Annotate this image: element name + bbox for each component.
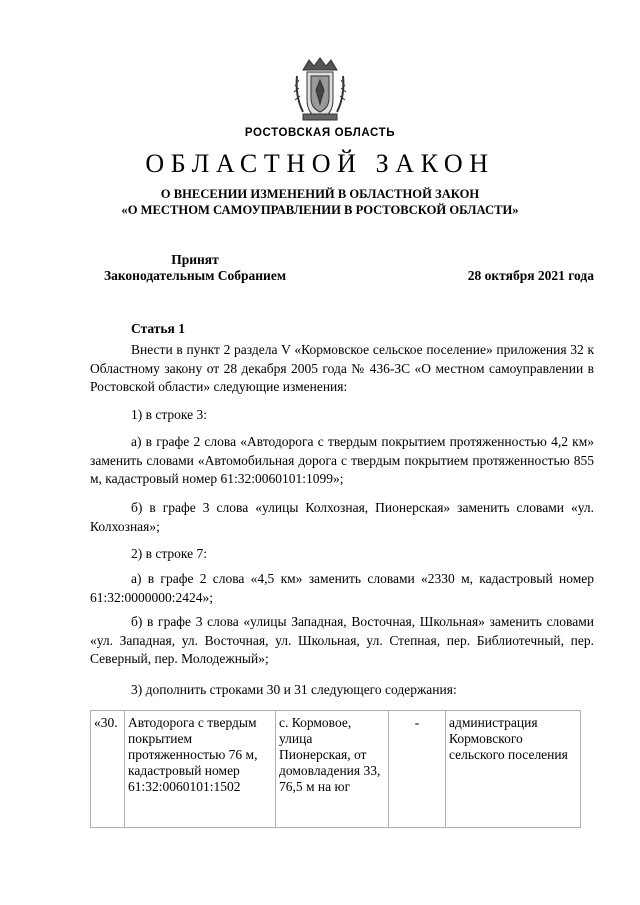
holder-cell: администрация Кормовского сельского поселения	[446, 711, 581, 828]
object-cell: Автодорога с твердым покрытием протяженностью 76 м, кадастровый номер 61:32:0060101:1502	[125, 711, 276, 828]
adoption-date: 28 октября 2021 года	[467, 268, 594, 283]
region-name: РОСТОВСКАЯ ОБЛАСТЬ	[244, 127, 396, 139]
article-paragraph: б) в графе 3 слова «улицы Колхозная, Пионерская» заменить словами «ул. Колхозная»;	[90, 500, 594, 534]
table-row	[91, 711, 581, 828]
article-heading: Статья 1	[131, 321, 185, 336]
article-paragraph: а) в графе 2 слова «Автодорога с твердым покрытием протяженностью 4,2 км» заменить словами «Автомобильная дорога с твердым покрытием протяженностью 855 м, кадастровый номер 61:32:0060101:1099»;	[90, 434, 594, 486]
article-paragraph: а) в графе 2 слова «4,5 км» заменить словами «2330 м, кадастровый номер 61:32:0000000:2424»;	[90, 571, 594, 605]
adoption-label-line-2: Законодательным Собранием	[103, 268, 287, 283]
row-number-cell: «30.	[91, 711, 125, 828]
article-paragraph: 1) в строке 3:	[131, 407, 208, 422]
dash-cell: -	[389, 711, 446, 828]
document-type: ОБЛАСТНОЙ ЗАКОН	[145, 149, 495, 178]
article-paragraph: Внести в пункт 2 раздела V «Кормовское сельское поселение» приложения 32 к Областному закону от 28 декабря 2005 года № 436-ЗС «О местном самоуправлении в Ростовской области» следующие изменения:	[90, 342, 594, 394]
adoption-label	[90, 252, 300, 284]
coat-of-arms-icon	[293, 56, 347, 124]
law-subtitle	[0, 186, 640, 218]
location-cell: с. Кормовое, улица Пионерская, от домовладения 33, 76,5 м на юг	[276, 711, 389, 828]
subtitle-line-1: О ВНЕСЕНИИ ИЗМЕНЕНИЙ В ОБЛАСТНОЙ ЗАКОН	[160, 187, 480, 201]
article-paragraph: б) в графе 3 слова «улицы Западная, Восточная, Школьная» заменить словами «ул. Западная, ул. Восточная, ул. Школьная, ул. Степная, пер. Библиотечный, пер. Северный, пер. Молодежный»;	[90, 614, 594, 666]
adoption-label-line-1: Принят	[171, 252, 219, 267]
article-paragraph: 2) в строке 7:	[131, 546, 208, 561]
subtitle-line-2: «О МЕСТНОМ САМОУПРАВЛЕНИИ В РОСТОВСКОЙ ОБЛАСТИ»	[121, 203, 519, 217]
article-paragraph: 3) дополнить строками 30 и 31 следующего содержания:	[131, 682, 457, 697]
appendix-table	[90, 710, 581, 828]
